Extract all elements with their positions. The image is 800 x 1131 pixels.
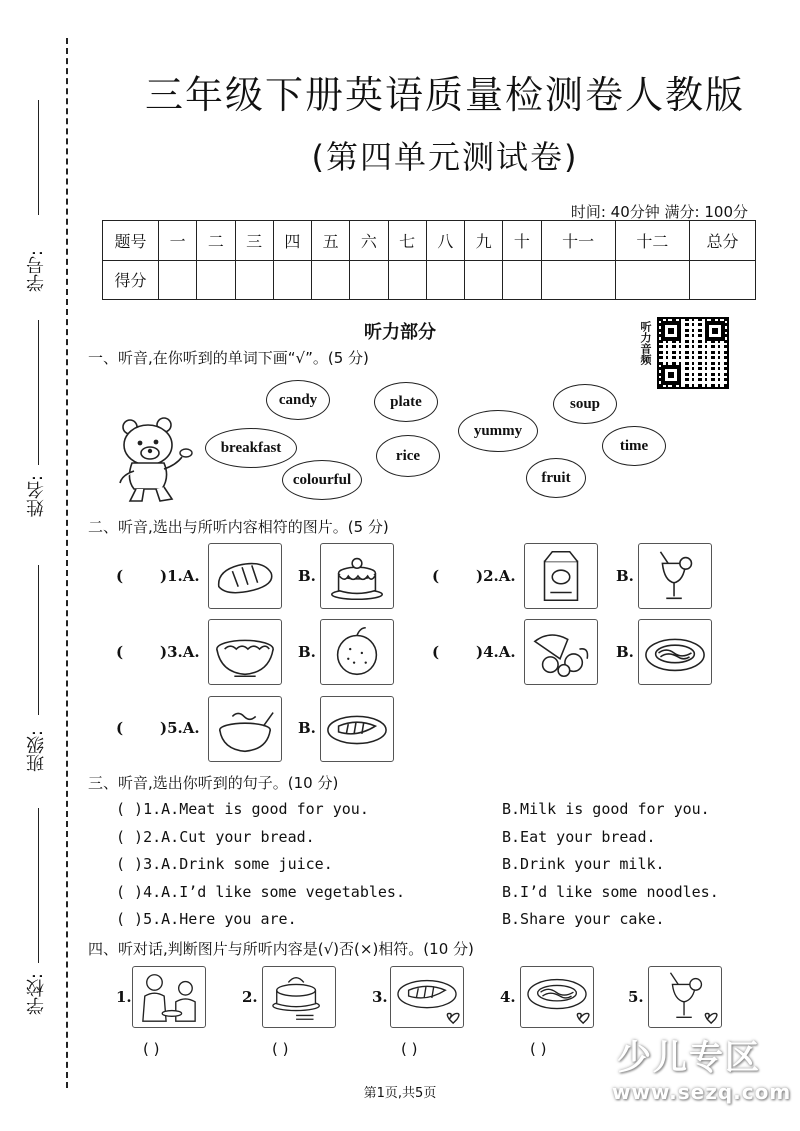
score-cell[interactable]	[615, 260, 689, 300]
q4-b-label[interactable]: B.	[616, 643, 634, 661]
q4-label[interactable]: )4.A.	[476, 643, 516, 661]
student-id-label: 学号:	[26, 250, 47, 293]
s4-q5-image[interactable]	[648, 966, 722, 1028]
score-cell[interactable]	[541, 260, 615, 300]
school-field	[24, 808, 54, 1028]
word-yummy: yummy	[458, 410, 538, 452]
page-subtitle: (第四单元测试卷)	[311, 138, 579, 176]
bear-icon	[112, 415, 198, 507]
soup-bowl-icon	[209, 697, 281, 761]
paren-open: (	[432, 567, 440, 585]
table-header-label: 题号	[103, 221, 159, 261]
s3-q2-b[interactable]: B.Eat your bread.	[502, 828, 656, 846]
paren-open: (	[432, 643, 440, 661]
table-col: 五	[312, 221, 350, 261]
s4-q4-image[interactable]	[520, 966, 594, 1028]
juice-glass-icon	[649, 967, 721, 1027]
score-table-score-row	[103, 260, 756, 300]
paren-open: (	[116, 567, 124, 585]
people-sharing-icon	[133, 967, 205, 1027]
fish-plate-icon	[321, 697, 393, 761]
q3-label[interactable]: )3.A.	[160, 643, 200, 661]
juice-glass-icon	[639, 544, 711, 608]
s3-q3-b[interactable]: B.Drink your milk.	[502, 855, 665, 873]
s3-q5-a[interactable]: ( )5.A.Here you are.	[116, 910, 297, 928]
score-cell[interactable]	[690, 260, 756, 300]
s4-q1-answer[interactable]: ( )	[143, 1040, 160, 1058]
score-cell[interactable]	[388, 260, 426, 300]
q1-b-label[interactable]: B.	[298, 567, 316, 585]
binding-dashed-line	[66, 38, 68, 1088]
word-breakfast: breakfast	[205, 428, 297, 468]
page-title: 三年级下册英语质量检测卷人教版	[144, 73, 745, 117]
word-colourful: colourful	[282, 460, 362, 500]
watermark-logo-text: 少儿专区	[617, 1038, 761, 1078]
s3-q1-a[interactable]: ( )1.A.Meat is good for you.	[116, 800, 369, 818]
s3-q2-a[interactable]: ( )2.A.Cut your bread.	[116, 828, 315, 846]
s4-q1-image[interactable]	[132, 966, 206, 1028]
time-info: 时间: 40分钟 满分: 100分	[570, 203, 748, 221]
table-col: 三	[235, 221, 273, 261]
q5-b-label[interactable]: B.	[298, 719, 316, 737]
table-col: 二	[197, 221, 235, 261]
table-row-label: 得分	[103, 260, 159, 300]
section1-title: 一、听音,在你听到的单词下画“√”。(5 分)	[88, 349, 369, 367]
table-col: 十一	[541, 221, 615, 261]
table-col: 四	[273, 221, 311, 261]
table-col: 十	[503, 221, 541, 261]
q1-label[interactable]: )1.A.	[160, 567, 200, 585]
score-table	[102, 220, 756, 300]
cake-icon	[321, 544, 393, 608]
listening-heading: 听力部分	[364, 322, 436, 343]
q5-option-a-image[interactable]	[208, 696, 282, 762]
paren-open: (	[116, 643, 124, 661]
score-cell[interactable]	[312, 260, 350, 300]
word-time: time	[602, 426, 666, 466]
s4-q3-answer[interactable]: ( )	[401, 1040, 418, 1058]
qr-code[interactable]	[637, 317, 733, 389]
section4-title: 四、听对话,判断图片与所听内容是(√)否(×)相符。(10 分)	[88, 940, 474, 958]
page-footer: 第1页,共5页	[363, 1086, 437, 1101]
q1-option-b-image[interactable]	[320, 543, 394, 609]
q2-option-b-image[interactable]	[638, 543, 712, 609]
s4-q2-num: 2.	[242, 988, 258, 1006]
class-label: 班级:	[26, 730, 47, 773]
q3-b-label[interactable]: B.	[298, 643, 316, 661]
qr-code-icon	[657, 317, 729, 389]
q3-option-a-image[interactable]	[208, 619, 282, 685]
word-rice: rice	[376, 435, 440, 477]
s3-q3-a[interactable]: ( )3.A.Drink some juice.	[116, 855, 333, 873]
table-col: 七	[388, 221, 426, 261]
fruit-icon	[321, 620, 393, 684]
cake-icon	[263, 967, 335, 1027]
s4-q5-num: 5.	[628, 988, 644, 1006]
word-candy: candy	[266, 380, 330, 420]
score-cell[interactable]	[273, 260, 311, 300]
q5-option-b-image[interactable]	[320, 696, 394, 762]
school-label: 学校:	[26, 973, 47, 1016]
s3-q4-a[interactable]: ( )4.A.I’d like some vegetables.	[116, 883, 405, 901]
q1-option-a-image[interactable]	[208, 543, 282, 609]
word-plate: plate	[374, 382, 438, 422]
score-cell[interactable]	[426, 260, 464, 300]
milk-box-icon	[525, 544, 597, 608]
table-col: 九	[465, 221, 503, 261]
name-label: 姓名:	[26, 475, 47, 518]
q2-option-a-image[interactable]	[524, 543, 598, 609]
qr-label: 听力音频	[639, 321, 652, 365]
q3-option-b-image[interactable]	[320, 619, 394, 685]
bread-icon	[209, 544, 281, 608]
noodle-plate-icon	[639, 620, 711, 684]
s3-q4-b[interactable]: B.I’d like some noodles.	[502, 883, 719, 901]
q2-label[interactable]: )2.A.	[476, 567, 516, 585]
s4-q2-image[interactable]	[262, 966, 336, 1028]
s4-q2-answer[interactable]: ( )	[272, 1040, 289, 1058]
score-table-header-row	[103, 221, 756, 261]
noodle-plate-icon	[521, 967, 593, 1027]
score-cell[interactable]	[350, 260, 388, 300]
s3-q1-b[interactable]: B.Milk is good for you.	[502, 800, 710, 818]
class-field	[24, 565, 54, 785]
fish-plate-icon	[391, 967, 463, 1027]
table-col: 十二	[615, 221, 689, 261]
table-col: 八	[426, 221, 464, 261]
score-cell[interactable]	[503, 260, 541, 300]
s3-q5-b[interactable]: B.Share your cake.	[502, 910, 665, 928]
table-col: 六	[350, 221, 388, 261]
score-cell[interactable]	[197, 260, 235, 300]
section3-title: 三、听音,选出你听到的句子。(10 分)	[88, 774, 339, 792]
student-id-field	[24, 100, 54, 300]
s4-q1-num: 1.	[116, 988, 132, 1006]
paren-open: (	[116, 719, 124, 737]
watermark-url: www.sezq.com	[612, 1080, 792, 1104]
name-field	[24, 320, 54, 520]
q4-option-b-image[interactable]	[638, 619, 712, 685]
table-col: 一	[159, 221, 197, 261]
q4-option-a-image[interactable]	[524, 619, 598, 685]
score-cell[interactable]	[465, 260, 503, 300]
q5-label[interactable]: )5.A.	[160, 719, 200, 737]
s4-q3-image[interactable]	[390, 966, 464, 1028]
s4-q4-num: 4.	[500, 988, 516, 1006]
table-col-total: 总分	[690, 221, 756, 261]
word-soup: soup	[553, 384, 617, 424]
s4-q4-answer[interactable]: ( )	[530, 1040, 547, 1058]
section2-title: 二、听音,选出与所听内容相符的图片。(5 分)	[88, 518, 389, 536]
s4-q3-num: 3.	[372, 988, 388, 1006]
score-cell[interactable]	[159, 260, 197, 300]
q2-b-label[interactable]: B.	[616, 567, 634, 585]
vegetables-icon	[525, 620, 597, 684]
word-fruit: fruit	[526, 458, 586, 498]
score-cell[interactable]	[235, 260, 273, 300]
noodles-bowl-icon	[209, 620, 281, 684]
